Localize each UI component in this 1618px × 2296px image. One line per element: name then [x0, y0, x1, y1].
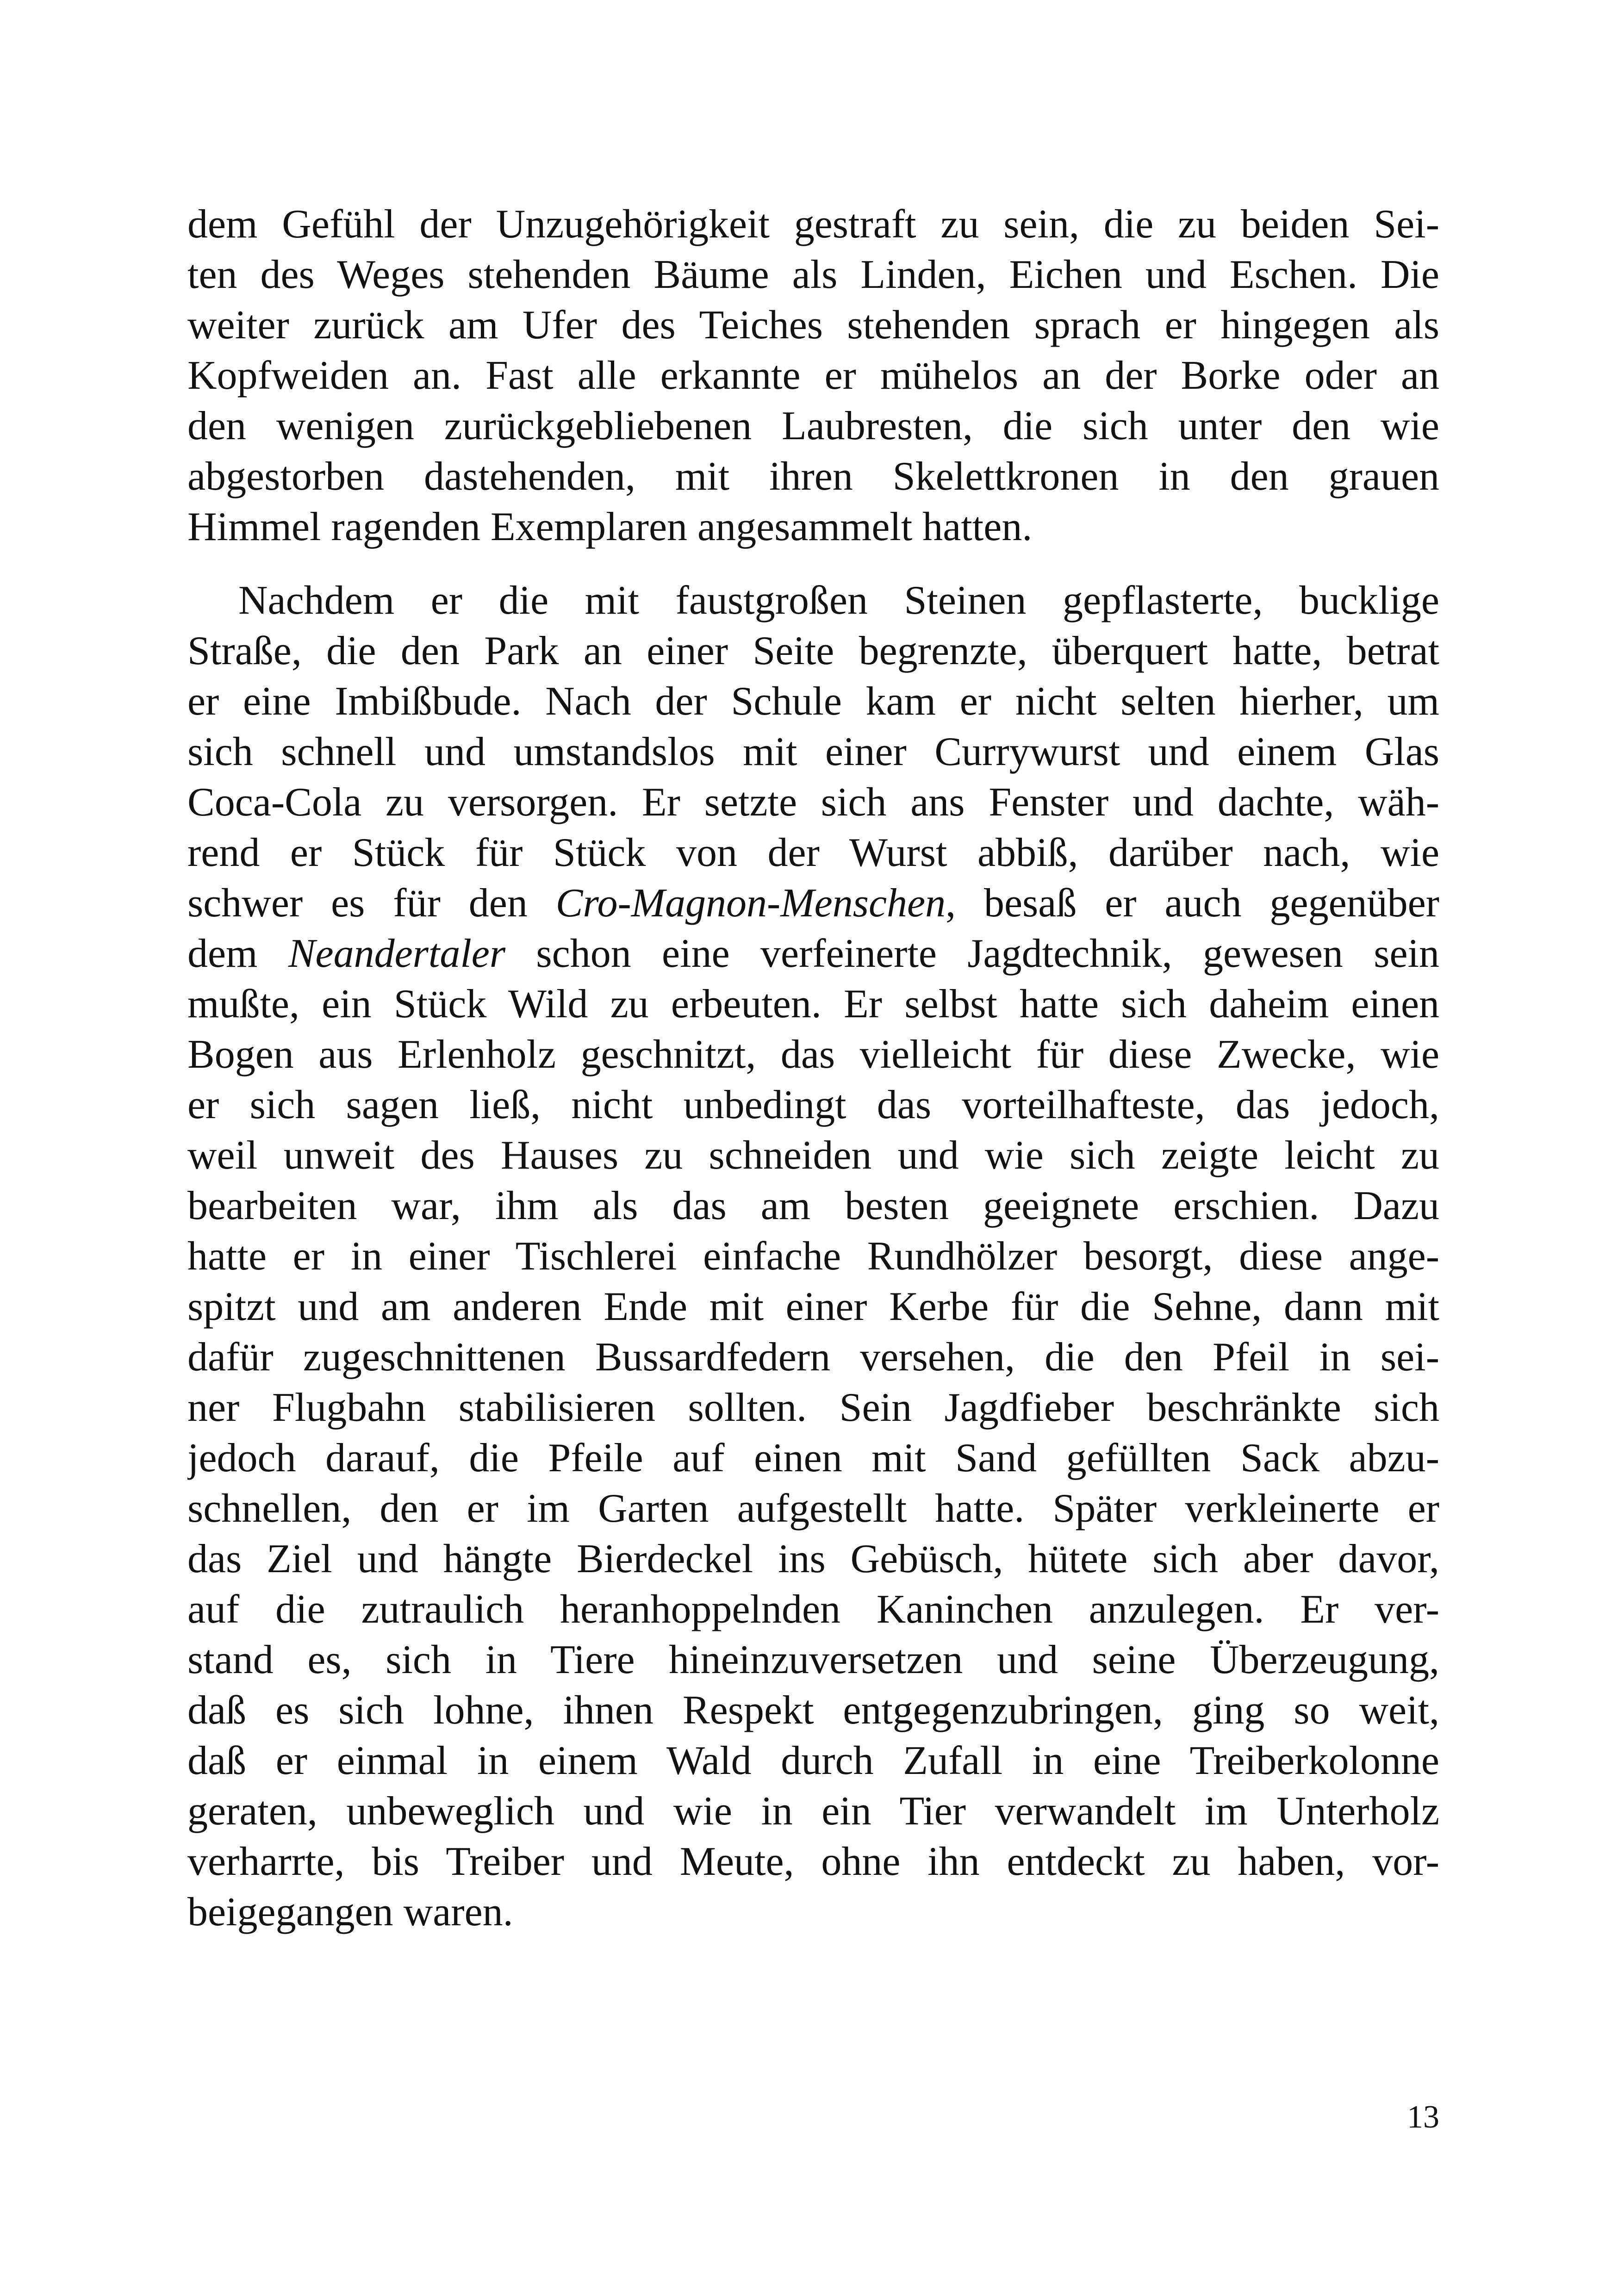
- text-line: Nachdem er die mit faustgroßen Steinen gepflasterte, bucklige: [238, 578, 1439, 623]
- text-line: [187, 928, 1439, 979]
- text-line: er sich sagen ließ, nicht unbedingt das vorteilhafteste, das jedoch,: [187, 1083, 1439, 1127]
- text-line: Coca-Cola zu versorgen. Er setzte sich ans Fenster und dachte, wäh-: [187, 780, 1439, 825]
- text-line: Kopfweiden an. Fast alle erkannte er mühelos an der Borke oder an: [187, 353, 1439, 398]
- text-line: er eine Imbißbude. Nach der Schule kam er nicht selten hierher, um: [187, 679, 1439, 724]
- text-line: jedoch darauf, die Pfeile auf einen mit Sand gefüllten Sack abzu-: [187, 1436, 1439, 1481]
- text-run: schon eine verfeinerte Jagdtechnik, gewesen sein: [505, 931, 1439, 976]
- page-number: 13: [1407, 2099, 1439, 2135]
- text-line: daß er einmal in einem Wald durch Zufall in eine Treiberkolonne: [187, 1738, 1439, 1783]
- text-line: Straße, die den Park an einer Seite begrenzte, überquert hatte, betrat: [187, 628, 1439, 673]
- text-line: das Ziel und hängte Bierdeckel ins Gebüsch, hütete sich aber davor,: [187, 1537, 1439, 1581]
- text-run: schwer es für den: [187, 881, 556, 926]
- text-line: rend er Stück für Stück von der Wurst abbiß, darüber nach, wie: [187, 830, 1439, 875]
- text-line: geraten, unbeweglich und wie in ein Tier verwandelt im Unterholz: [187, 1789, 1439, 1834]
- text-line: beigegangen waren.: [187, 1890, 513, 1935]
- text-line: ner Flugbahn stabilisieren sollten. Sein Jagdfieber beschränkte sich: [187, 1385, 1439, 1430]
- text-run: , besaß er auch gegenüber: [946, 881, 1439, 926]
- text-line: schnellen, den er im Garten aufgestellt hatte. Später verkleinerte er: [187, 1486, 1439, 1531]
- text-line: stand es, sich in Tiere hineinzuversetzen und seine Überzeugung,: [187, 1637, 1439, 1682]
- text-line: hatte er in einer Tischlerei einfache Rundhölzer besorgt, diese ange-: [187, 1234, 1439, 1279]
- text-line: sich schnell und umstandslos mit einer Currywurst und einem Glas: [187, 729, 1439, 774]
- text-line: dem Gefühl der Unzugehörigkeit gestraft zu sein, die zu beiden Sei-: [187, 202, 1439, 247]
- paragraph-gap: [187, 552, 1439, 575]
- text-line: den wenigen zurückgebliebenen Laubresten, die sich unter den wie: [187, 404, 1439, 448]
- text-line: verharrte, bis Treiber und Meute, ohne ihn entdeckt zu haben, vor-: [187, 1839, 1439, 1884]
- italic-term: Neandertaler: [288, 931, 506, 976]
- text-run: dem: [187, 931, 288, 976]
- text-line: mußte, ein Stück Wild zu erbeuten. Er selbst hatte sich daheim einen: [187, 982, 1439, 1027]
- text-line: weil unweit des Hauses zu schneiden und wie sich zeigte leicht zu: [187, 1133, 1439, 1178]
- text-line: dafür zugeschnittenen Bussardfedern versehen, die den Pfeil in sei-: [187, 1335, 1439, 1380]
- body-text: [187, 199, 1439, 1937]
- text-line: Himmel ragenden Exemplaren angesammelt hatten.: [187, 504, 1033, 549]
- text-line: Bogen aus Erlenholz geschnitzt, das vielleicht für diese Zwecke, wie: [187, 1032, 1439, 1077]
- text-line: weiter zurück am Ufer des Teiches stehenden sprach er hingegen als: [187, 303, 1439, 348]
- text-line: daß es sich lohne, ihnen Respekt entgegenzubringen, ging so weit,: [187, 1688, 1439, 1733]
- text-line: auf die zutraulich heranhoppelnden Kaninchen anzulegen. Er ver-: [187, 1587, 1439, 1632]
- text-line: ten des Weges stehenden Bäume als Linden, Eichen und Eschen. Die: [187, 252, 1439, 297]
- text-line: abgestorben dastehenden, mit ihren Skelettkronen in den grauen: [187, 454, 1439, 499]
- text-line: spitzt und am anderen Ende mit einer Kerbe für die Sehne, dann mit: [187, 1284, 1439, 1329]
- text-line: [187, 878, 1439, 928]
- italic-term: Cro-Magnon-Menschen: [555, 881, 946, 926]
- text-line: bearbeiten war, ihm als das am besten geeignete erschien. Dazu: [187, 1183, 1439, 1228]
